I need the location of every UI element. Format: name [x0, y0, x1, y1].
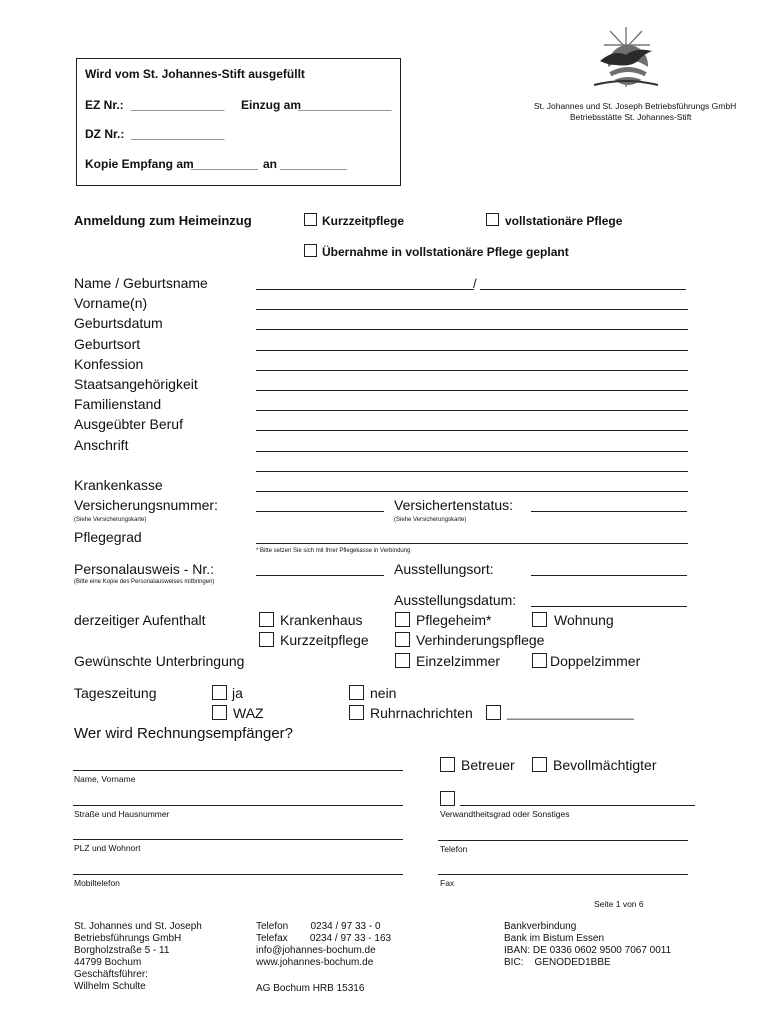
- copy-received-date-field[interactable]: __________: [191, 157, 258, 171]
- billing-fax-caption: Fax: [440, 878, 455, 888]
- newspaper-yes-label: ja: [232, 685, 243, 701]
- address-label: Anschrift: [74, 437, 129, 453]
- insurance-number-field[interactable]: [256, 511, 384, 512]
- insured-status-label: Versichertenstatus:: [394, 497, 514, 513]
- full-inpatient-care-label: vollstationäre Pflege: [505, 214, 623, 228]
- copy-received-label: Kopie Empfang am: [85, 157, 194, 171]
- short-term-stay-label: Kurzzeitpflege: [280, 632, 369, 648]
- billing-street-field[interactable]: [73, 805, 403, 806]
- billing-title: Wer wird Rechnungsempfänger?: [74, 725, 294, 742]
- ruhrnachrichten-label: Ruhrnachrichten: [370, 705, 473, 721]
- care-level-field[interactable]: [256, 543, 688, 544]
- billing-mobile-field[interactable]: [73, 874, 403, 875]
- short-term-care-label: Kurzzeitpflege: [322, 214, 405, 228]
- ez-number-label: EZ Nr.:: [85, 98, 124, 112]
- health-insurance-field[interactable]: [256, 491, 688, 492]
- nursing-home-checkbox[interactable]: [395, 612, 410, 627]
- proxy-label: Bevollmächtigter: [553, 757, 657, 773]
- billing-fax-field[interactable]: [438, 874, 688, 875]
- respite-care-label: Verhinderungspflege: [416, 632, 545, 648]
- move-in-label: Einzug am: [241, 98, 302, 112]
- single-room-checkbox[interactable]: [395, 653, 410, 668]
- respite-care-checkbox[interactable]: [395, 632, 410, 647]
- billing-name-caption: Name, Vorname: [74, 774, 136, 784]
- current-stay-label: derzeitiger Aufenthalt: [74, 612, 206, 628]
- organization-name: St. Johannes und St. Joseph Betriebsführungs GmbH: [534, 101, 737, 111]
- waz-label: WAZ: [233, 705, 264, 721]
- double-room-checkbox[interactable]: [532, 653, 547, 668]
- other-newspaper-checkbox[interactable]: [486, 705, 501, 720]
- home-checkbox[interactable]: [532, 612, 547, 627]
- footer-contact: Telefon 0234 / 97 33 - 0 Telefax 0234 / 97 33 - 163 info@johannes-bochum.de www.johannes-bochum.de: [256, 921, 392, 968]
- billing-street-caption: Straße und Hausnummer: [74, 809, 170, 819]
- relation-field[interactable]: [460, 805, 695, 806]
- short-term-stay-checkbox[interactable]: [259, 632, 274, 647]
- home-label: Wohnung: [554, 612, 614, 628]
- issue-place-label: Ausstellungsort:: [394, 561, 494, 577]
- relation-checkbox[interactable]: [440, 791, 455, 806]
- caretaker-checkbox[interactable]: [440, 757, 455, 772]
- billing-city-caption: PLZ und Wohnort: [74, 843, 141, 853]
- birth-date-label: Geburtsdatum: [74, 315, 163, 331]
- office-box-title: Wird vom St. Johannes-Stift ausgefüllt: [85, 67, 305, 81]
- birth-name-field[interactable]: [480, 289, 686, 290]
- proxy-checkbox[interactable]: [532, 757, 547, 772]
- ruhrnachrichten-checkbox[interactable]: [349, 705, 364, 720]
- address-field-line1[interactable]: [256, 451, 688, 452]
- care-level-label: Pflegegrad: [74, 529, 142, 545]
- other-newspaper-field[interactable]: ___________________: [507, 706, 634, 720]
- dz-number-label: DZ Nr.:: [85, 127, 125, 141]
- first-name-label: Vorname(n): [74, 295, 148, 311]
- caretaker-label: Betreuer: [461, 757, 515, 773]
- footer-register: AG Bochum HRB 15316: [256, 983, 365, 994]
- birth-date-field[interactable]: [256, 329, 688, 330]
- copy-to-label: an: [263, 157, 278, 171]
- newspaper-no-label: nein: [370, 685, 397, 701]
- billing-phone-field[interactable]: [438, 840, 688, 841]
- profession-field[interactable]: [256, 430, 688, 431]
- accommodation-label: Gewünschte Unterbringung: [74, 653, 245, 669]
- footer-bank: Bankverbindung Bank im Bistum Essen IBAN: DE 0336 0602 9500 7067 0011 BIC: GENODED1BBE: [504, 921, 672, 968]
- address-field-line2[interactable]: [256, 471, 688, 472]
- ez-number-field[interactable]: ______________: [131, 98, 225, 112]
- birth-place-field[interactable]: [256, 350, 688, 351]
- religion-label: Konfession: [74, 356, 144, 372]
- organization-site: Betriebsstätte St. Johannes-Stift: [570, 112, 692, 122]
- move-in-field[interactable]: ______________: [298, 98, 392, 112]
- insured-status-field[interactable]: [531, 511, 687, 512]
- full-inpatient-care-checkbox[interactable]: [486, 213, 499, 226]
- issue-date-field[interactable]: [531, 606, 687, 607]
- insurance-number-hint: (Siehe Versicherungskarte): [74, 517, 147, 523]
- hospital-checkbox[interactable]: [259, 612, 274, 627]
- footer-company-address: St. Johannes und St. Joseph Betriebsführungs GmbH Borgholzstraße 5 - 11 44799 Bochum Geschäftsführer: Wilhelm Schulte: [74, 921, 202, 992]
- transfer-planned-checkbox[interactable]: [304, 244, 317, 257]
- name-label: Name / Geburtsname: [74, 275, 208, 291]
- page-number: Seite 1 von 6: [594, 899, 644, 909]
- issue-date-label: Ausstellungsdatum:: [394, 592, 517, 608]
- dz-number-field[interactable]: ______________: [131, 127, 225, 141]
- first-name-field[interactable]: [256, 309, 688, 310]
- id-card-label: Personalausweis - Nr.:: [74, 561, 215, 577]
- religion-field[interactable]: [256, 370, 688, 371]
- copy-to-field[interactable]: __________: [280, 157, 347, 171]
- billing-phone-caption: Telefon: [440, 844, 468, 854]
- nationality-field[interactable]: [256, 390, 688, 391]
- single-room-label: Einzelzimmer: [416, 653, 501, 669]
- hospital-label: Krankenhaus: [280, 612, 363, 628]
- nursing-home-label: Pflegeheim*: [416, 612, 492, 628]
- waz-checkbox[interactable]: [212, 705, 227, 720]
- billing-mobile-caption: Mobiltelefon: [74, 878, 120, 888]
- birth-place-label: Geburtsort: [74, 336, 141, 352]
- profession-label: Ausgeübter Beruf: [74, 416, 183, 432]
- name-field[interactable]: [256, 289, 474, 290]
- id-card-field[interactable]: [256, 575, 384, 576]
- insurance-number-label: Versicherungsnummer:: [74, 497, 218, 513]
- registration-title: Anmeldung zum Heimeinzug: [74, 213, 252, 228]
- nationality-label: Staatsangehörigkeit: [74, 376, 198, 392]
- insured-status-hint: (Siehe Versicherungskarte): [394, 517, 467, 523]
- transfer-planned-label: Übernahme in vollstationäre Pflege geplant: [322, 245, 569, 259]
- newspaper-no-checkbox[interactable]: [349, 685, 364, 700]
- name-separator: /: [473, 276, 477, 291]
- billing-name-field[interactable]: [73, 770, 403, 771]
- relation-caption: Verwandtheitsgrad oder Sonstiges: [440, 809, 570, 819]
- marital-status-field[interactable]: [256, 410, 688, 411]
- double-room-label: Doppelzimmer: [550, 653, 641, 669]
- newspaper-yes-checkbox[interactable]: [212, 685, 227, 700]
- health-insurance-label: Krankenkasse: [74, 477, 163, 493]
- billing-city-field[interactable]: [73, 839, 403, 840]
- marital-status-label: Familienstand: [74, 396, 162, 412]
- organization-logo: [586, 25, 662, 97]
- short-term-care-checkbox[interactable]: [304, 213, 317, 226]
- newspaper-label: Tageszeitung: [74, 685, 157, 701]
- issue-place-field[interactable]: [531, 575, 687, 576]
- care-level-hint: * Bitte setzen Sie sich mit Ihrer Pflegekasse in Verbindung: [256, 548, 411, 554]
- id-card-hint: (Bitte eine Kopie des Personalausweises mitbringen): [74, 579, 215, 585]
